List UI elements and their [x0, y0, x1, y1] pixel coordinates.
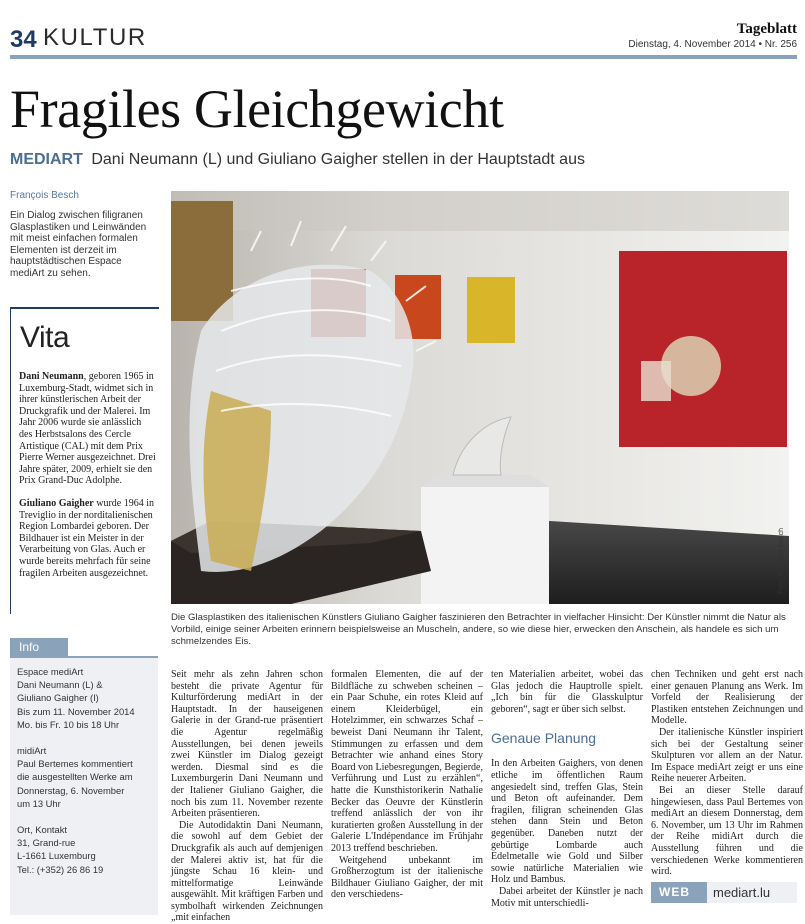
- event-line: um 13 Uhr: [17, 797, 61, 809]
- photo-caption: Die Glasplastiken des italienischen Künstlers Giuliano Gaigher faszinieren den Betrachter in vielfacher Hinsicht: Der Künstler nimmt die Natur als Vorbild, einige seiner Arbeiten erinnern beispielsweise an Muscheln, andere, so wie diese hier, erwecken den Anschein, als handele es sich um schmelzendes Eis.: [171, 612, 786, 647]
- body-paragraph: Der italienische Künstler inspiriert sich bei der Gestaltung seiner Skulpturen vor allem an der Natur. Im Espace mediArt zeigt er uns eine Reihe neuerer Arbeiten.: [651, 726, 803, 785]
- author-byline: François Besch: [10, 190, 79, 201]
- body-column-1: [171, 669, 323, 924]
- vita-paragraph: [19, 371, 157, 487]
- info-artists: Giuliano Gaigher (I): [17, 692, 99, 704]
- body-column-4: [651, 669, 803, 878]
- painting-left: [171, 201, 233, 321]
- vita-text: [19, 371, 157, 590]
- venue-name: Espace mediArt: [17, 666, 84, 677]
- publication-logo: Tageblatt: [736, 21, 797, 37]
- section-title: KULTUR: [43, 24, 147, 51]
- event-line: Donnerstag, 6. November: [17, 784, 125, 796]
- body-column-3: [491, 669, 643, 909]
- info-venue: [17, 665, 158, 731]
- page-header: [0, 0, 805, 60]
- painting-yellow: [467, 277, 515, 343]
- info-tab: Info: [10, 638, 68, 656]
- article-intro: Ein Dialog zwischen filigranen Glasplastiken und Leinwänden mit meist einfachen formalen Elementen ist derzeit im hauptstädtischen Espace mediArt zu sehen.: [10, 210, 147, 279]
- body-column-2: [331, 669, 483, 901]
- header-rule: [10, 55, 797, 59]
- body-paragraph: Die Autodidaktin Dani Neumann, die sowohl auf dem Gebiet der Druckgrafik als auch auf demjenigen der Malerei aktiv ist, hat für die jüngste Schau 16 klein- und mittelformatige Leinwände ausgewählt. Mit kräftigen Farben und symbolhaft wirkenden Zeichnungen „mit einfachen: [171, 819, 323, 924]
- info-box: [10, 658, 158, 915]
- body-paragraph: chen Techniken und geht erst nach einer genauen Planung ans Werk. Im Vorfeld der Realisierung der Plastiken entstehen Zeichnungen und Modelle.: [651, 669, 803, 727]
- article-subheadline: [10, 151, 585, 169]
- event-line: die ausgestellten Werke am: [17, 771, 133, 783]
- photo-credit: Foto: François Besch: [778, 527, 785, 594]
- body-paragraph: formalen Elementen, die auf der Bildfläche zu schweben scheinen – ein Paar Schuhe, ein rotes Kleid auf einem Kleiderbügel, ein Hotelzimmer, ein schwarzes Schaf – beweist Dani Neumann ihr Talent, Stimmungen zu erfassen und dem Betrachter wie anhand eines Story Board von Liebesregungen, Begierde, Verführung und Lust zu erzählen“, hatte die Kunsthistorikerin Nathalie Becker das Oeuvre der Künstlerin treffend anlässlich der von ihr kuratierten großen Ausstellung in der Galerie L'Indépendance im Frühjahr 2013 treffend beschrieben.: [331, 669, 483, 854]
- kicker: MEDIART: [10, 151, 83, 168]
- pedestal-right: [421, 487, 549, 604]
- vita-title: Vita: [20, 321, 70, 354]
- web-tag: WEB: [651, 882, 707, 903]
- address-city: L-1661 Luxemburg: [17, 850, 96, 862]
- event-line: Paul Bertemes kommentiert: [17, 758, 133, 770]
- body-paragraph: Weitgehend unbekannt im Großherzogtum ist der italienische Bildhauer Giuliano Gaigher, der mit den verschiedens-: [331, 854, 483, 901]
- issue-dateline: Dienstag, 4. November 2014 • Nr. 256: [628, 39, 797, 50]
- web-url[interactable]: mediart.lu: [713, 885, 771, 900]
- article-photo: [171, 191, 789, 604]
- address-street: 31, Grand-rue: [17, 837, 76, 849]
- info-event: [17, 744, 158, 810]
- vita-paragraph: [19, 498, 157, 579]
- article-headline: Fragiles Gleichgewicht: [10, 79, 504, 139]
- artist-name: Giuliano Gaigher: [19, 497, 94, 509]
- body-paragraph: Dabei arbeitet der Künstler je nach Motiv mit unterschiedli-: [491, 885, 643, 909]
- info-artists: Dani Neumann (L) &: [17, 679, 103, 691]
- address-phone: Tel.: (+352) 26 86 19: [17, 863, 104, 875]
- vita-box: [10, 307, 159, 614]
- vita-bio: , geboren 1965 in Luxemburg-Stadt, widmet sich in ihrer künstlerischen Arbeit der Druckgrafik und der Malerei. Im Jahr 2006 wurde sie anlässlich des Herbstsalons des Cercle Artistique (CAL) mit dem Prix Pierre Werner ausgezeichnet. Drei Jahre später, 2009, erhielt sie den Prix Grand-Duc Adolphe.: [19, 371, 156, 487]
- body-subhead: Genaue Planung: [491, 730, 597, 747]
- page-number: 34: [10, 26, 37, 53]
- body-paragraph: ten Materialien arbeitet, wobei das Glas jedoch die Hauptrolle spielt. „Ich bin für die Glasskulptur geboren“, sagt er über sich selbst.: [491, 669, 643, 715]
- info-dates: Bis zum 11. November 2014: [17, 705, 135, 717]
- body-paragraph: In den Arbeiten Gaighers, von denen etliche im öffentlichen Raum angesiedelt sind, treffen Glas, Stein und Beton oft aufeinander. Dem fragilen, filigran scheinenden Glas stehen dann Stein und Beton gegenüber. Daneben nutzt der gebürtige Lombarde auch Edelmetalle wie Gold und Silber sowie natürliche Materialien wie Holz und Bambus.: [491, 758, 643, 886]
- info-hours: Mo. bis Fr. 10 bis 18 Uhr: [17, 718, 120, 730]
- subheadline-text: Dani Neumann (L) und Giuliano Gaigher stellen in der Hauptstadt aus: [91, 151, 585, 168]
- artist-name: Dani Neumann: [19, 371, 84, 382]
- web-link-box: [651, 882, 797, 903]
- gallery-photo-illustration: [171, 191, 789, 604]
- info-address: [17, 823, 158, 876]
- address-label: Ort, Kontakt: [17, 824, 68, 836]
- body-paragraph: Bei an dieser Stelle darauf hingewiesen, dass Paul Bertemes von mediArt an diesem Donnerstag, dem 6. November, um 13 Uhr im Rahmen der Reihe midiArt durch die Ausstellung führen und die verschiedenen Werke kommentieren wird.: [651, 784, 803, 878]
- event-title: midiArt: [17, 745, 47, 757]
- body-paragraph: Seit mehr als zehn Jahren schon besteht die private Agentur für Kulturförderung mediArt in der Hauptstadt. In der hauseigenen Galerie in der Grand-rue präsentiert die Agentur regelmäßig Ausstellungen, bei denen jeweils zwei Künstler im Dialog gezeigt werden. Diesmal sind es die Luxemburgerin Dani Neumann und der Italiener Giuliano Gaigher, die noch bis zum 11. November rezente Arbeiten präsentieren.: [171, 669, 323, 820]
- vita-bio: wurde 1964 in Treviglio in der norditalienischen Region Lombardei geboren. Der Bildhauer ist ein Meister in der Verarbeitung von Glas. Auch er wurde bereits mehrfach für seine fragilen Arbeiten ausgezeichnet.: [19, 497, 155, 579]
